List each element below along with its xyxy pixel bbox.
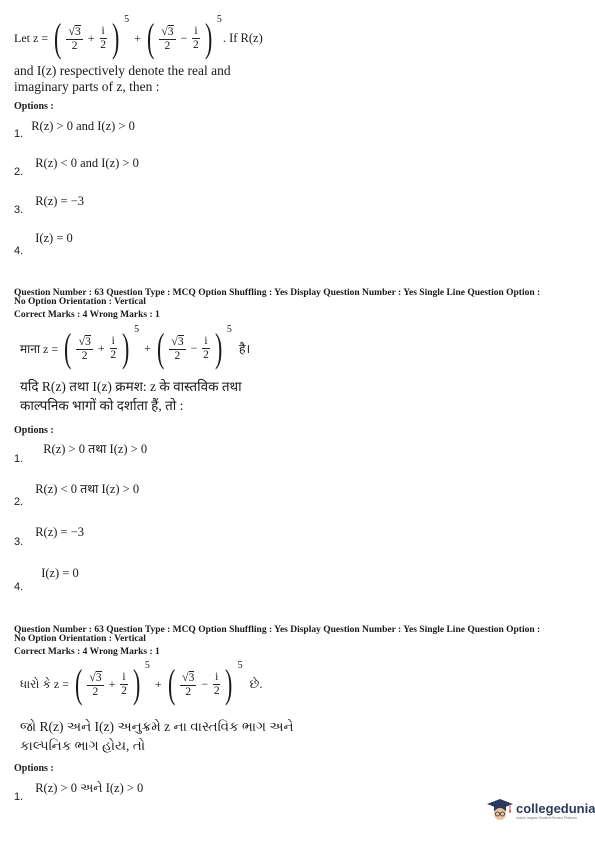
question-expression-gu: ધારો કે z = ( $\frac{√3}{2}$ + $\frac{i}{2}$ ) 5 + ( $\frac{√3}{2}$ − $\frac{i}{2}$ ) 5 છે.	[20, 660, 263, 706]
marks-info: Correct Marks : 4 Wrong Marks : 1	[14, 310, 160, 320]
option-3[interactable]: $_{3.}$ R(z) = −3	[14, 194, 84, 216]
question-stem-line2: કાલ્પનિક ભાગ હોય, તો	[20, 738, 146, 753]
question-expression-hi: माना z = ( $\frac{√3}{2}$ + $\frac{i}{2}$ ) 5 + ( $\frac{√3}{2}$ − $\frac{i}{2}$ ) 5 है।	[20, 324, 251, 370]
question-stem-line1: and I(z) respectively denote the real and	[14, 63, 231, 78]
logo-name: collegedunia	[516, 800, 595, 816]
options-label: Options :	[14, 425, 54, 436]
question-header-line2: No Option Orientation : Vertical	[14, 297, 146, 307]
marks-info: Correct Marks : 4 Wrong Marks : 1	[14, 647, 160, 657]
options-label: Options :	[14, 763, 54, 774]
graduate-icon	[486, 797, 514, 823]
option-4[interactable]: $_{4.}$ I(z) = 0	[14, 566, 79, 593]
option-2[interactable]: $_{2.}$ R(z) < 0 and I(z) > 0	[14, 156, 139, 178]
expr-lead: Let z =	[14, 30, 49, 45]
collegedunia-logo	[486, 797, 595, 823]
question-expression-en: Let z = ( $\frac{√3}{2}$ + $\frac{i}{2}$ ) 5 + ( $\frac{√3}{2}$ − $\frac{i}{2}$ ) 5 . If R(z)	[14, 14, 263, 60]
question-stem-line1: જો R(z) અને I(z) અનુક્રમે z ના વાસ્તવિક ભાગ અને	[20, 719, 294, 734]
option-1[interactable]: $_{1.}$ R(z) > 0 and I(z) > 0	[14, 119, 135, 140]
question-header-line2: No Option Orientation : Vertical	[14, 634, 146, 644]
option-3[interactable]: $_{3.}$ R(z) = −3	[14, 525, 84, 548]
options-label: Options :	[14, 101, 54, 112]
option-2[interactable]: $_{2.}$ R(z) < 0 तथा I(z) > 0	[14, 482, 140, 508]
question-header: Question Number : 63 Question Type : MCQ Option Shuffling : Yes Display Question Number : Yes Single Line Question Option :	[14, 288, 541, 298]
question-stem-line2: काल्पनिक भागों को दर्शाता हैं, तो :	[20, 398, 184, 413]
question-header: Question Number : 63 Question Type : MCQ Option Shuffling : Yes Display Question Number : Yes Single Line Question Option :	[14, 625, 541, 635]
logo-tagline: India's largest Student Review Platform	[516, 815, 577, 820]
option-1[interactable]: $_{1.}$ R(z) > 0 तथा I(z) > 0	[14, 442, 148, 465]
option-1[interactable]: $_{1.}$ R(z) > 0 અને I(z) > 0	[14, 781, 144, 803]
option-4[interactable]: $_{4.}$ I(z) = 0	[14, 231, 73, 257]
question-stem-line2: imaginary parts of z, then :	[14, 79, 160, 94]
question-stem-line1: यदि R(z) तथा I(z) क्रमश: z के वास्तविक तथा	[20, 379, 242, 394]
